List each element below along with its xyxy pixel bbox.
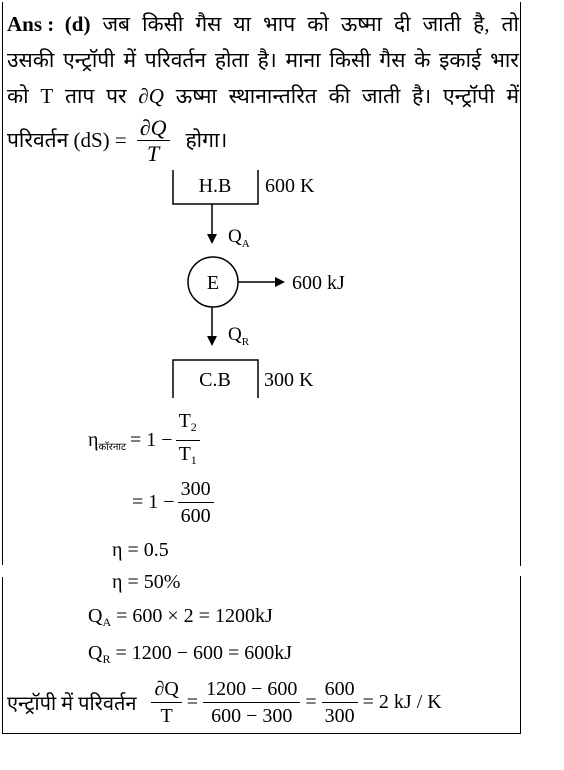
fraction-numerator: 600 [322,676,358,703]
cold-body-label: C.B [199,369,231,391]
word: है। [257,48,277,72]
hot-body-reservoir [173,170,315,204]
frame-break [1,565,4,577]
fraction-numerator: ∂Q [137,115,170,141]
word: होता [214,48,249,72]
word: परिवर्तन [144,48,207,72]
fraction-numerator: 1200 − 600 [203,676,300,703]
word: के [414,48,431,72]
answer-prefix: Ans : [7,12,55,36]
fraction-denominator: 600 − 300 [211,705,293,727]
will-be-text: होगा। [185,128,228,152]
hot-body-temp: 600 K [265,175,315,197]
fraction-numerator: ∂Q [151,676,181,703]
word: जाती [422,12,462,36]
word: माना [285,48,321,72]
answer-option: (d) [64,12,91,36]
engine-label: E [206,272,220,294]
heat-in-arrowhead [207,234,217,244]
heat-rejected-eq: $Q_R = 1200 - 600 = 600kJ$ [88,642,293,666]
efficiency-percent: η = 50% [112,571,181,593]
word: ऊष्मा [340,12,382,36]
paragraph-line-1 [7,6,519,42]
word: है। [412,84,432,108]
word: ऊष्मा [175,84,217,108]
answer-heading [7,6,90,42]
efficiency-substitution-eq [132,476,217,529]
dq-over-t-fraction [137,115,170,166]
word: में [506,84,519,108]
word: है, [473,12,490,36]
qr-label: $Q_R$ [228,324,250,348]
word: जब [102,12,131,36]
word: दी [393,12,411,36]
eq2-lhs: = 1 − [132,491,175,513]
word: को [307,12,329,36]
carnot-efficiency-eq [88,408,203,473]
work-arrowhead [275,277,285,287]
fraction-denominator: 300 [324,705,355,727]
frame-break-right [519,566,523,576]
heat-supplied-eq: $Q_A = 600 \times 2 = 1200kJ$ [88,605,273,629]
word: उसकी [7,48,55,72]
paragraph-line-3 [7,78,519,114]
word: गैस [379,48,406,72]
word: पर [106,84,127,108]
fraction-denominator: T [160,705,173,727]
word: या [233,12,251,36]
entropy-result: = 2 kJ / K [362,691,442,713]
qa-label: $Q_A$ [228,226,250,250]
answer-paragraph [7,6,519,166]
t2-over-t1-fraction [176,408,200,473]
word: स्थानान्तरित [228,84,317,108]
work-output-label: 600 kJ [292,272,345,294]
paragraph-line-2 [7,42,519,78]
fraction-numerator: $T_2$ [176,408,200,441]
word: किसी [142,12,184,36]
word: ताप [64,84,95,108]
fraction-denominator: 600 [180,505,211,527]
word: इकाई [439,48,482,72]
entropy-change-text: परिवर्तन (dS) = [7,128,127,152]
word: एन्ट्रॉपी [63,48,115,72]
word: में [123,48,137,72]
word: ∂Q [138,84,164,108]
word: की [328,84,351,108]
word: भार [490,48,519,72]
heat-out-arrowhead [207,336,217,346]
temp-ratio-fraction [178,476,214,529]
fraction-denominator: $T_1$ [178,443,197,467]
word: किसी [329,48,371,72]
word: जाती [361,84,401,108]
word: एन्ट्रॉपी [443,84,495,108]
heat-engine-diagram [0,160,564,420]
dq-over-t-fraction [151,676,181,729]
heat-temp-fraction [203,676,300,729]
eq1-lhs: = 1 − [130,429,173,451]
word: तो [501,12,519,36]
word: को [7,84,29,108]
eta-symbol: $\eta_{कॉरनाट}$ [88,428,127,453]
word: गैस [195,12,222,36]
efficiency-decimal: η = 0.5 [112,539,169,561]
paragraph-line-4 [7,114,519,166]
simplified-fraction [322,676,358,729]
entropy-change-label: एन्ट्रॉपी में परिवर्तन [7,693,137,715]
cold-body-temp: 300 K [264,369,314,391]
fraction-denominator: T [147,140,160,166]
cold-body-reservoir [173,360,314,398]
entropy-change-eq: एन्ट्रॉपी में परिवर्तन $\frac{\partial Q}{T}$ = $\frac{1200 - 600}{600 - 300}$ = $\frac{600}{300}$ = 2 kJ / K [7,678,442,727]
fraction-numerator: 300 [178,476,214,503]
word: भाप [263,12,296,36]
hot-body-label: H.B [198,175,232,197]
word: T [40,84,54,108]
